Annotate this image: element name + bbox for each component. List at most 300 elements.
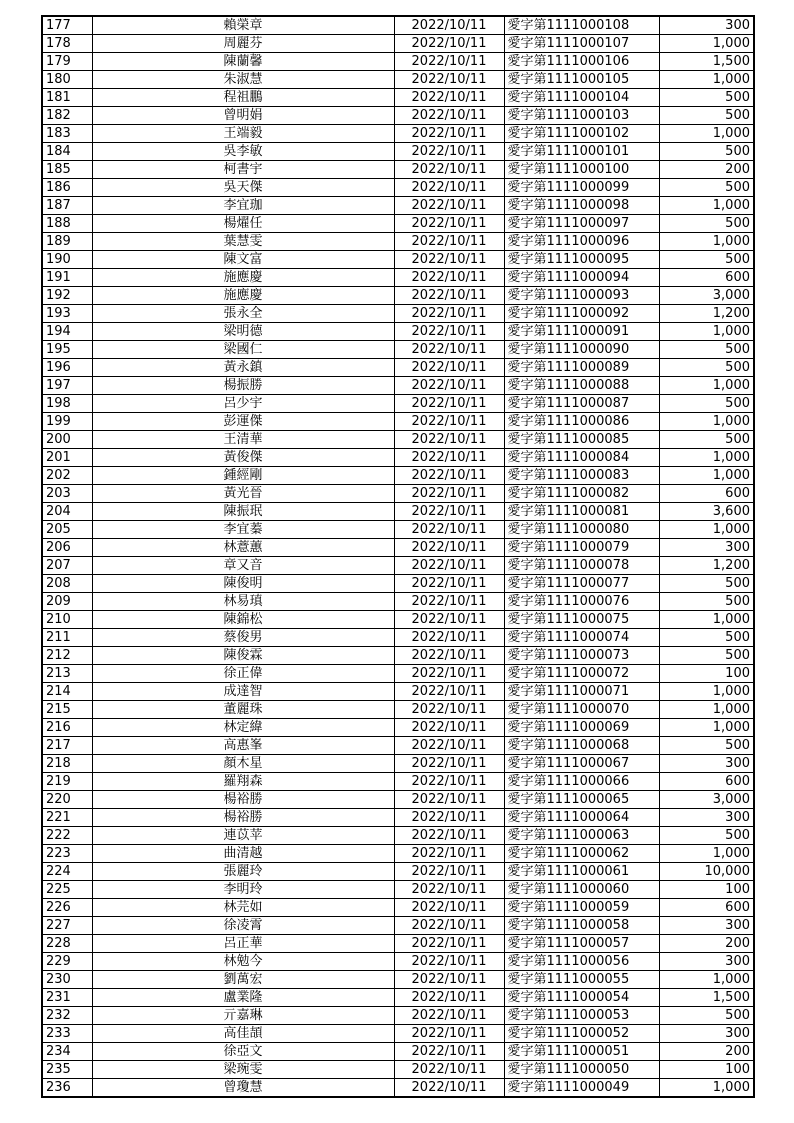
table-row [42,827,754,845]
row-number: 186 [42,179,92,197]
receipt-number: 愛字第1111000050 [504,1061,659,1079]
donor-name: 章又音 [92,557,394,575]
row-number: 195 [42,341,92,359]
row-number: 233 [42,1025,92,1043]
receipt-number: 愛字第1111000086 [504,413,659,431]
donation-date: 2022/10/11 [394,737,504,755]
receipt-number: 愛字第1111000093 [504,287,659,305]
donor-name: 楊振勝 [92,377,394,395]
row-number: 236 [42,1079,92,1098]
donation-amount: 1,000 [659,701,754,719]
table-row [42,899,754,917]
receipt-number: 愛字第1111000103 [504,107,659,125]
donation-date: 2022/10/11 [394,773,504,791]
table-row [42,647,754,665]
receipt-number: 愛字第1111000060 [504,881,659,899]
donation-date: 2022/10/11 [394,1079,504,1098]
donor-name: 徐亞文 [92,1043,394,1061]
row-number: 180 [42,71,92,89]
table-row [42,233,754,251]
donation-date: 2022/10/11 [394,1025,504,1043]
donation-date: 2022/10/11 [394,323,504,341]
row-number: 217 [42,737,92,755]
table-row [42,197,754,215]
row-number: 190 [42,251,92,269]
row-number: 208 [42,575,92,593]
donor-name: 林芫如 [92,899,394,917]
donation-date: 2022/10/11 [394,359,504,377]
row-number: 196 [42,359,92,377]
donation-amount: 500 [659,251,754,269]
table-row [42,143,754,161]
table-row [42,341,754,359]
donation-date: 2022/10/11 [394,827,504,845]
table-row [42,53,754,71]
row-number: 181 [42,89,92,107]
donation-date: 2022/10/11 [394,251,504,269]
row-number: 178 [42,35,92,53]
receipt-number: 愛字第1111000058 [504,917,659,935]
donor-name: 曾瓊慧 [92,1079,394,1098]
donation-date: 2022/10/11 [394,899,504,917]
donation-amount: 1,200 [659,557,754,575]
donation-date: 2022/10/11 [394,665,504,683]
receipt-number: 愛字第1111000074 [504,629,659,647]
receipt-number: 愛字第1111000087 [504,395,659,413]
donation-amount: 500 [659,1007,754,1025]
row-number: 212 [42,647,92,665]
row-number: 232 [42,1007,92,1025]
donation-date: 2022/10/11 [394,305,504,323]
donor-name: 楊裕勝 [92,791,394,809]
donation-date: 2022/10/11 [394,719,504,737]
donation-amount: 1,000 [659,197,754,215]
donation-amount: 100 [659,881,754,899]
receipt-number: 愛字第1111000099 [504,179,659,197]
table-row [42,575,754,593]
receipt-number: 愛字第1111000097 [504,215,659,233]
row-number: 230 [42,971,92,989]
row-number: 209 [42,593,92,611]
row-number: 197 [42,377,92,395]
donation-amount: 1,000 [659,683,754,701]
receipt-number: 愛字第1111000083 [504,467,659,485]
receipt-number: 愛字第1111000057 [504,935,659,953]
donation-amount: 100 [659,665,754,683]
donation-date: 2022/10/11 [394,431,504,449]
donation-date: 2022/10/11 [394,125,504,143]
donor-name: 陳俊霖 [92,647,394,665]
donation-date: 2022/10/11 [394,503,504,521]
donation-amount: 3,000 [659,791,754,809]
donor-name: 梁琬雯 [92,1061,394,1079]
donor-name: 蔡俊男 [92,629,394,647]
table-row [42,863,754,881]
donation-amount: 500 [659,827,754,845]
donor-name: 施應慶 [92,269,394,287]
donor-name: 陳蘭馨 [92,53,394,71]
donation-amount: 1,000 [659,611,754,629]
donor-name: 亓嘉琳 [92,1007,394,1025]
donation-date: 2022/10/11 [394,53,504,71]
donor-name: 徐正偉 [92,665,394,683]
receipt-number: 愛字第1111000055 [504,971,659,989]
donation-date: 2022/10/11 [394,647,504,665]
donation-date: 2022/10/11 [394,287,504,305]
donation-amount: 300 [659,1025,754,1043]
table-row [42,1043,754,1061]
table-row [42,1007,754,1025]
row-number: 185 [42,161,92,179]
donation-date: 2022/10/11 [394,683,504,701]
donation-amount: 1,000 [659,521,754,539]
table-row [42,467,754,485]
donor-name: 曲清越 [92,845,394,863]
row-number: 226 [42,899,92,917]
table-row [42,989,754,1007]
table-row [42,683,754,701]
donation-amount: 300 [659,953,754,971]
donation-date: 2022/10/11 [394,791,504,809]
receipt-number: 愛字第1111000101 [504,143,659,161]
donor-name: 李明玲 [92,881,394,899]
donation-date: 2022/10/11 [394,35,504,53]
donation-date: 2022/10/11 [394,233,504,251]
donation-date: 2022/10/11 [394,161,504,179]
table-row [42,377,754,395]
donor-name: 呂正華 [92,935,394,953]
donation-amount: 1,000 [659,35,754,53]
donation-amount: 500 [659,629,754,647]
donation-amount: 1,000 [659,413,754,431]
donation-date: 2022/10/11 [394,953,504,971]
table-row [42,125,754,143]
table-row [42,35,754,53]
donor-name: 黃光晉 [92,485,394,503]
row-number: 235 [42,1061,92,1079]
table-row [42,1079,754,1098]
donation-date: 2022/10/11 [394,341,504,359]
receipt-number: 愛字第1111000051 [504,1043,659,1061]
receipt-number: 愛字第1111000076 [504,593,659,611]
donor-name: 王清華 [92,431,394,449]
row-number: 177 [42,16,92,35]
donation-date: 2022/10/11 [394,701,504,719]
donation-date: 2022/10/11 [394,413,504,431]
table-row [42,431,754,449]
receipt-number: 愛字第1111000063 [504,827,659,845]
row-number: 234 [42,1043,92,1061]
receipt-number: 愛字第1111000095 [504,251,659,269]
table-row [42,287,754,305]
receipt-number: 愛字第1111000107 [504,35,659,53]
donor-name: 朱淑慧 [92,71,394,89]
donation-date: 2022/10/11 [394,449,504,467]
donation-date: 2022/10/11 [394,557,504,575]
row-number: 218 [42,755,92,773]
row-number: 200 [42,431,92,449]
receipt-number: 愛字第1111000061 [504,863,659,881]
donation-amount: 600 [659,269,754,287]
donor-name: 黃俊傑 [92,449,394,467]
row-number: 187 [42,197,92,215]
row-number: 182 [42,107,92,125]
receipt-number: 愛字第1111000072 [504,665,659,683]
table-row [42,449,754,467]
row-number: 229 [42,953,92,971]
donor-name: 楊燿任 [92,215,394,233]
donation-amount: 1,000 [659,467,754,485]
receipt-number: 愛字第1111000056 [504,953,659,971]
row-number: 192 [42,287,92,305]
donor-name: 顏木星 [92,755,394,773]
receipt-number: 愛字第1111000064 [504,809,659,827]
receipt-number: 愛字第1111000094 [504,269,659,287]
donor-name: 林勉今 [92,953,394,971]
donor-name: 盧業隆 [92,989,394,1007]
receipt-number: 愛字第1111000108 [504,16,659,35]
donation-amount: 500 [659,737,754,755]
donor-name: 曾明娟 [92,107,394,125]
donation-amount: 10,000 [659,863,754,881]
table-row [42,719,754,737]
donor-name: 李宜蓁 [92,521,394,539]
table-row [42,485,754,503]
row-number: 225 [42,881,92,899]
table-row [42,359,754,377]
table-row [42,1025,754,1043]
donation-date: 2022/10/11 [394,521,504,539]
donation-date: 2022/10/11 [394,143,504,161]
receipt-number: 愛字第1111000080 [504,521,659,539]
table-row [42,251,754,269]
table-row [42,503,754,521]
row-number: 223 [42,845,92,863]
receipt-number: 愛字第1111000069 [504,719,659,737]
donor-name: 王端毅 [92,125,394,143]
row-number: 207 [42,557,92,575]
donation-date: 2022/10/11 [394,845,504,863]
table-row [42,305,754,323]
table-row [42,107,754,125]
table-row [42,737,754,755]
row-number: 191 [42,269,92,287]
donor-name: 黃永鎮 [92,359,394,377]
receipt-number: 愛字第1111000073 [504,647,659,665]
donor-name: 羅翔森 [92,773,394,791]
donation-date: 2022/10/11 [394,395,504,413]
row-number: 206 [42,539,92,557]
row-number: 211 [42,629,92,647]
receipt-number: 愛字第1111000054 [504,989,659,1007]
table-row [42,791,754,809]
donation-amount: 500 [659,107,754,125]
table-row [42,215,754,233]
receipt-number: 愛字第1111000077 [504,575,659,593]
receipt-number: 愛字第1111000098 [504,197,659,215]
donation-amount: 1,000 [659,71,754,89]
row-number: 179 [42,53,92,71]
donor-name: 李宜珈 [92,197,394,215]
row-number: 224 [42,863,92,881]
donation-date: 2022/10/11 [394,611,504,629]
receipt-number: 愛字第1111000105 [504,71,659,89]
donor-name: 連苡苹 [92,827,394,845]
receipt-number: 愛字第1111000070 [504,701,659,719]
row-number: 219 [42,773,92,791]
table-row [42,593,754,611]
receipt-number: 愛字第1111000059 [504,899,659,917]
donor-name: 吳天傑 [92,179,394,197]
donation-date: 2022/10/11 [394,179,504,197]
receipt-number: 愛字第1111000102 [504,125,659,143]
donation-amount: 500 [659,215,754,233]
donation-amount: 500 [659,575,754,593]
donation-amount: 200 [659,161,754,179]
donation-amount: 1,200 [659,305,754,323]
donor-name: 梁明德 [92,323,394,341]
donation-amount: 200 [659,1043,754,1061]
donation-date: 2022/10/11 [394,755,504,773]
donor-name: 呂少宇 [92,395,394,413]
receipt-number: 愛字第1111000066 [504,773,659,791]
donation-amount: 3,600 [659,503,754,521]
receipt-number: 愛字第1111000084 [504,449,659,467]
donation-amount: 300 [659,755,754,773]
receipt-number: 愛字第1111000062 [504,845,659,863]
donation-amount: 500 [659,593,754,611]
table-row [42,1061,754,1079]
donor-name: 柯書宇 [92,161,394,179]
table-row [42,953,754,971]
donation-amount: 100 [659,1061,754,1079]
receipt-number: 愛字第1111000090 [504,341,659,359]
donation-date: 2022/10/11 [394,71,504,89]
donation-date: 2022/10/11 [394,809,504,827]
donation-amount: 3,000 [659,287,754,305]
table-row [42,809,754,827]
receipt-number: 愛字第1111000071 [504,683,659,701]
donor-name: 張麗玲 [92,863,394,881]
donor-name: 程祖鵬 [92,89,394,107]
receipt-number: 愛字第1111000053 [504,1007,659,1025]
row-number: 188 [42,215,92,233]
row-number: 199 [42,413,92,431]
receipt-number: 愛字第1111000096 [504,233,659,251]
donation-amount: 1,000 [659,845,754,863]
donation-amount: 1,500 [659,53,754,71]
donor-name: 高惠峯 [92,737,394,755]
receipt-number: 愛字第1111000089 [504,359,659,377]
table-row [42,269,754,287]
receipt-number: 愛字第1111000049 [504,1079,659,1098]
donor-name: 劉萬宏 [92,971,394,989]
donor-name: 陳振珉 [92,503,394,521]
donation-date: 2022/10/11 [394,575,504,593]
table-row [42,755,754,773]
table-row [42,629,754,647]
donation-amount: 500 [659,359,754,377]
receipt-number: 愛字第1111000065 [504,791,659,809]
donation-date: 2022/10/11 [394,16,504,35]
row-number: 201 [42,449,92,467]
row-number: 210 [42,611,92,629]
donor-name: 陳俊明 [92,575,394,593]
donor-name: 張永全 [92,305,394,323]
receipt-number: 愛字第1111000075 [504,611,659,629]
donation-amount: 600 [659,773,754,791]
donation-date: 2022/10/11 [394,1043,504,1061]
receipt-number: 愛字第1111000104 [504,89,659,107]
table-row [42,323,754,341]
donation-date: 2022/10/11 [394,1061,504,1079]
donation-date: 2022/10/11 [394,485,504,503]
table-row [42,773,754,791]
donation-date: 2022/10/11 [394,197,504,215]
receipt-number: 愛字第1111000088 [504,377,659,395]
donor-name: 葉慧雯 [92,233,394,251]
donation-amount: 500 [659,89,754,107]
donation-date: 2022/10/11 [394,467,504,485]
donation-amount: 500 [659,179,754,197]
receipt-number: 愛字第1111000078 [504,557,659,575]
donation-date: 2022/10/11 [394,971,504,989]
row-number: 203 [42,485,92,503]
row-number: 202 [42,467,92,485]
donation-amount: 300 [659,917,754,935]
donation-date: 2022/10/11 [394,989,504,1007]
table-row [42,971,754,989]
donation-date: 2022/10/11 [394,269,504,287]
donation-amount: 600 [659,485,754,503]
donor-name: 高佳頡 [92,1025,394,1043]
donation-amount: 1,000 [659,719,754,737]
row-number: 198 [42,395,92,413]
receipt-number: 愛字第1111000081 [504,503,659,521]
donation-amount: 500 [659,341,754,359]
donation-amount: 1,500 [659,989,754,1007]
receipt-number: 愛字第1111000052 [504,1025,659,1043]
table-row [42,917,754,935]
table-row [42,881,754,899]
donor-name: 賴榮章 [92,16,394,35]
row-number: 221 [42,809,92,827]
row-number: 204 [42,503,92,521]
donation-date: 2022/10/11 [394,89,504,107]
row-number: 213 [42,665,92,683]
receipt-number: 愛字第1111000091 [504,323,659,341]
donor-name: 周麗芬 [92,35,394,53]
row-number: 214 [42,683,92,701]
donation-amount: 1,000 [659,449,754,467]
table-row [42,16,754,35]
table-row [42,845,754,863]
donation-amount: 500 [659,647,754,665]
donation-amount: 1,000 [659,125,754,143]
donor-name: 董麗珠 [92,701,394,719]
row-number: 216 [42,719,92,737]
row-number: 193 [42,305,92,323]
donation-date: 2022/10/11 [394,215,504,233]
row-number: 228 [42,935,92,953]
row-number: 222 [42,827,92,845]
table-row [42,701,754,719]
table-body [42,16,754,1097]
donation-amount: 1,000 [659,971,754,989]
donation-date: 2022/10/11 [394,107,504,125]
donation-date: 2022/10/11 [394,1007,504,1025]
donor-name: 陳錦松 [92,611,394,629]
